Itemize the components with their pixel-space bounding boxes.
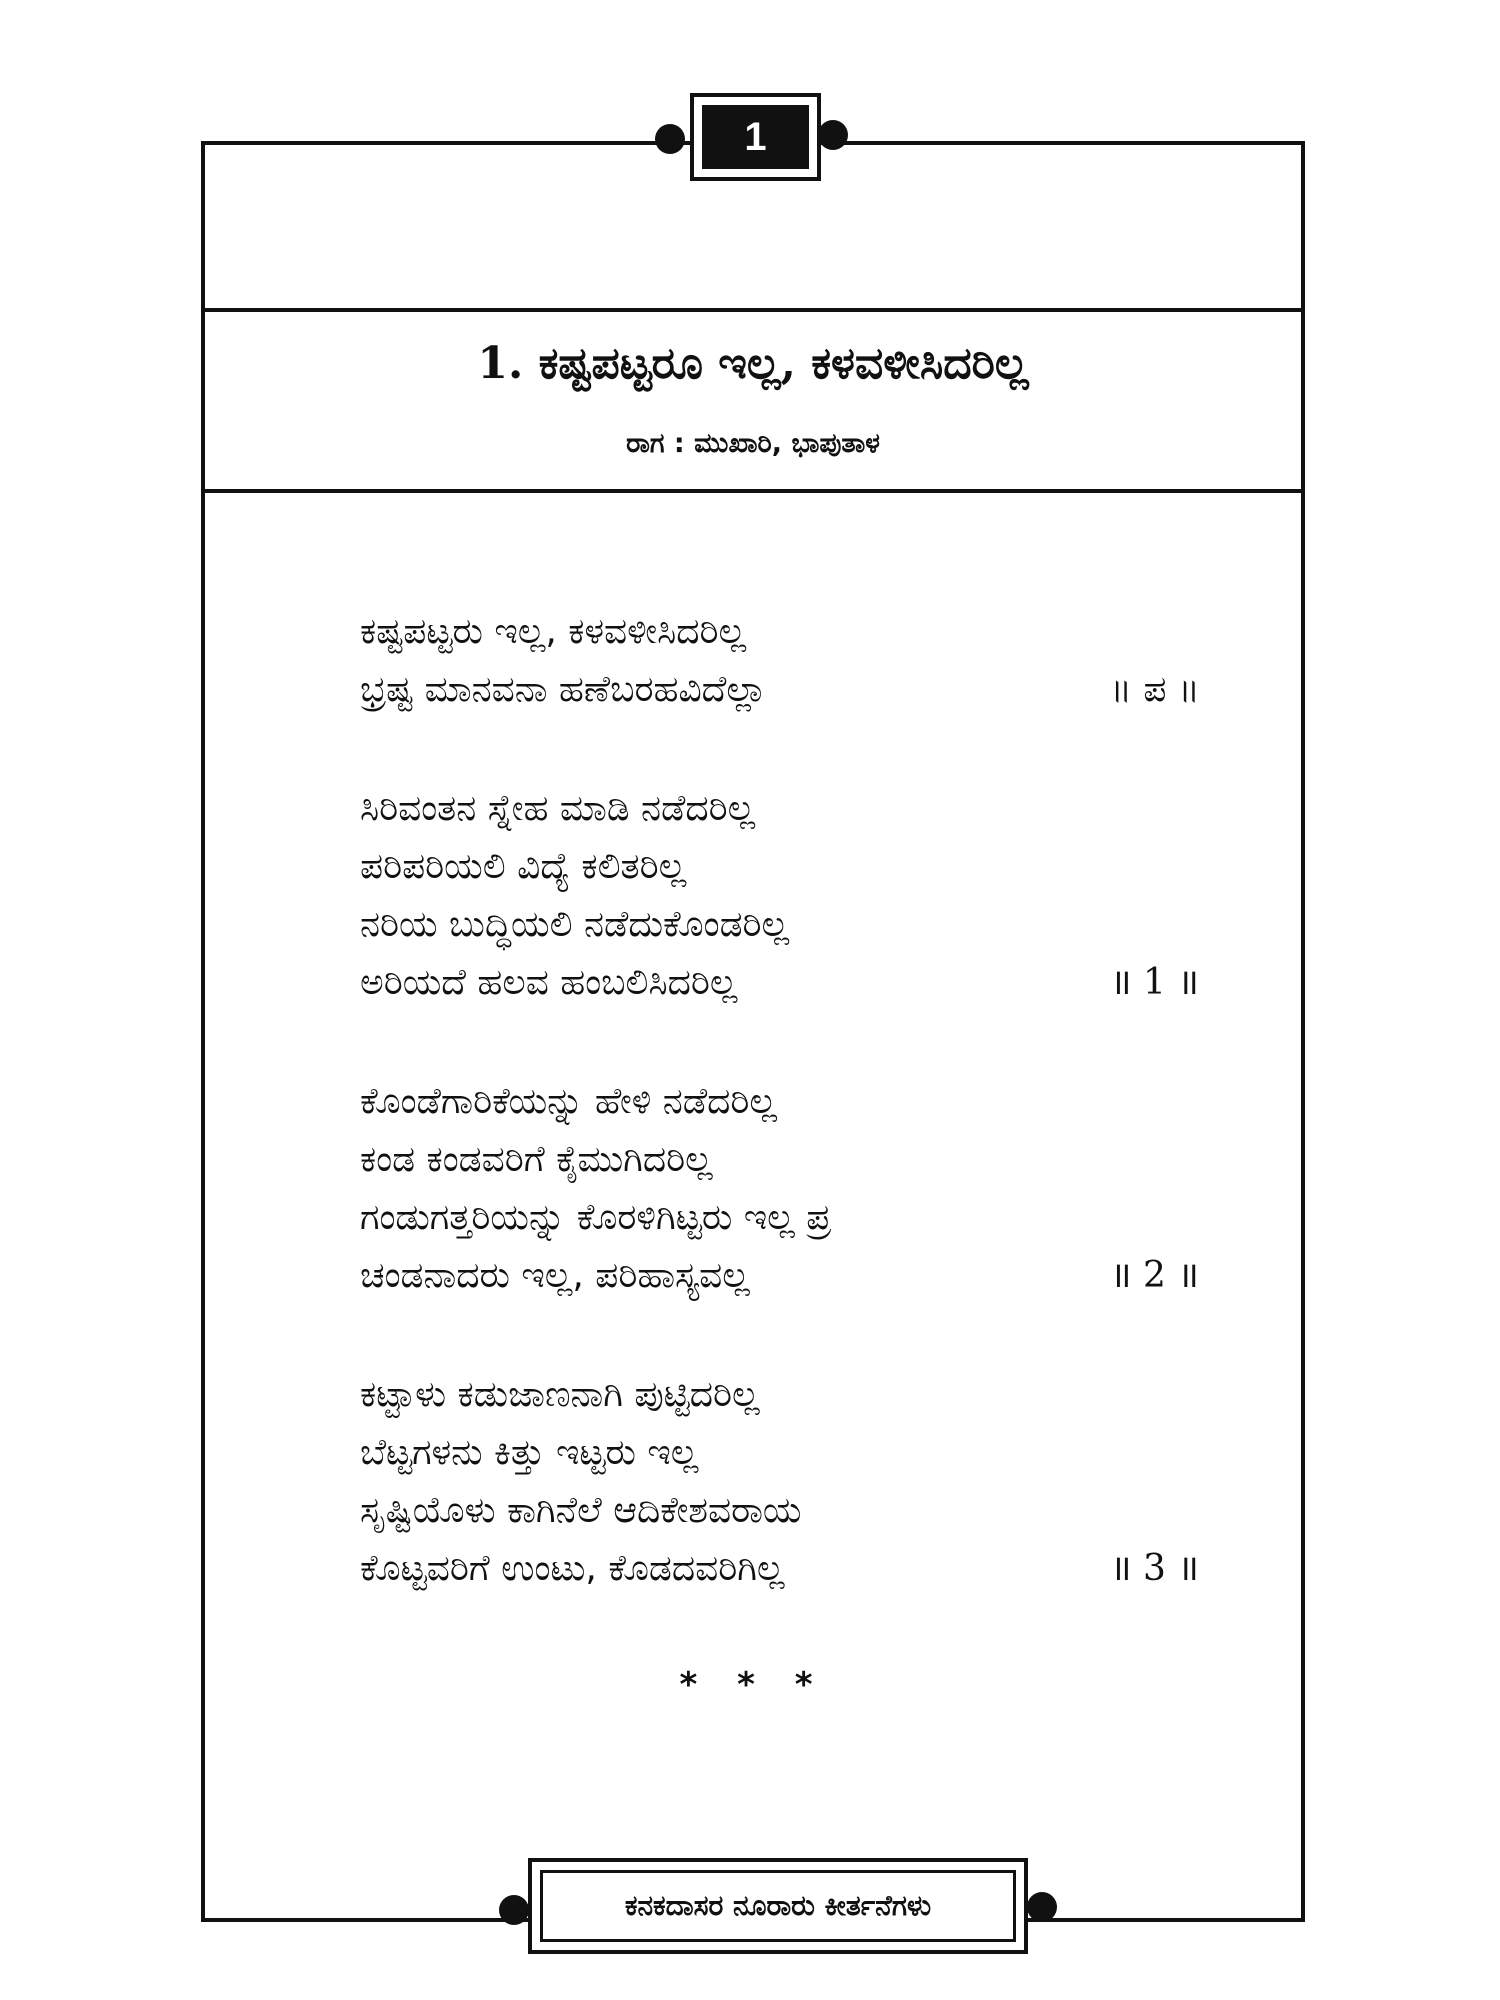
verse-line: ಅರಿಯದೆ ಹಲವ ಹಂಬಲಿಸಿದರಿಲ್ಲ [360, 962, 738, 1003]
stanza-marker: ॥ 2 ॥ [1110, 1255, 1199, 1296]
verse-line: ನರಿಯ ಬುದ್ಧಿಯಲಿ ನಡೆದುಕೊಂಡರಿಲ್ಲ [360, 904, 790, 945]
verse-line: ಕಟ್ಟಾಳು ಕಡುಜಾಣನಾಗಿ ಪುಟ್ಟಿದರಿಲ್ಲ [360, 1374, 760, 1415]
raga-tala: ರಾಗ : ಮುಖಾರಿ, ಭಾಪುತಾಳ [626, 428, 880, 459]
badge-right-dot [818, 120, 848, 150]
page-number: 1 [702, 105, 809, 169]
badge-left-dot [655, 124, 685, 154]
verse-line: ಪರಿಪರಿಯಲಿ ವಿದ್ಯೆ ಕಲಿತರಿಲ್ಲ [360, 846, 687, 887]
stanza-3 [360, 1366, 1220, 1598]
stanza-pallavi [360, 603, 1220, 719]
verse-line: ಬೆಟ್ಟಗಳನು ಕಿತ್ತು ಇಟ್ಟರು ಇಲ್ಲ [360, 1432, 699, 1473]
page-number-badge [690, 93, 821, 181]
title-divider [201, 489, 1305, 493]
footer-left-dot [499, 1895, 529, 1925]
verse-line: ಕಷ್ಟಪಟ್ಟರು ಇಲ್ಲ, ಕಳವಳೀಸಿದರಿಲ್ಲ [360, 611, 747, 652]
footer-badge [528, 1858, 1028, 1954]
stanza-marker: ॥ ಪ ॥ [1110, 669, 1200, 710]
verse-line: ಸಿರಿವಂತನ ಸ್ನೇಹ ಮಾಡಿ ನಡೆದರಿಲ್ಲ [360, 788, 756, 829]
header-divider [201, 308, 1305, 312]
verse-line: ಗಂಡುಗತ್ತರಿಯನ್ನು ಕೊರಳಿಗಿಟ್ಟರು ಇಲ್ಲ ಪ್ರ [360, 1197, 831, 1238]
end-mark: * * * [679, 1665, 827, 1705]
verse-line: ಕಂಡ ಕಂಡವರಿಗೆ ಕೈಮುಗಿದರಿಲ್ಲ [360, 1139, 713, 1180]
verse-line: ಸೃಷ್ಟಿಯೊಳು ಕಾಗಿನೆಲೆ ಆದಿಕೇಶವರಾಯ [360, 1490, 802, 1531]
page-frame [201, 141, 1305, 1922]
verse-line: ಕೊಟ್ಟವರಿಗೆ ಉಂಟು, ಕೊಡದವರಿಗಿಲ್ಲ [360, 1548, 785, 1589]
song-title: 1. ಕಷ್ಟಪಟ್ಟರೂ ಇಲ್ಲ, ಕಳವಳೀಸಿದರಿಲ್ಲ [477, 338, 1029, 389]
stanza-marker: ॥ 1 ॥ [1110, 962, 1199, 1003]
book-title: ಕನಕದಾಸರ ನೂರಾರು ಕೀರ್ತನೆಗಳು [540, 1870, 1016, 1942]
verse-line: ಭ್ರಷ್ಟ ಮಾನವನಾ ಹಣೆಬರಹವಿದೆಲ್ಲಾ [360, 669, 767, 710]
verse-line: ಚಂಡನಾದರು ಇಲ್ಲ, ಪರಿಹಾಸ್ಯವಲ್ಲ [360, 1255, 750, 1296]
footer-right-dot [1027, 1892, 1057, 1922]
stanza-marker: ॥ 3 ॥ [1110, 1548, 1199, 1589]
stanza-1 [360, 780, 1220, 1012]
stanza-2 [360, 1073, 1220, 1305]
verse-line: ಕೊಂಡೆಗಾರಿಕೆಯನ್ನು ಹೇಳಿ ನಡೆದರಿಲ್ಲ [360, 1081, 778, 1122]
